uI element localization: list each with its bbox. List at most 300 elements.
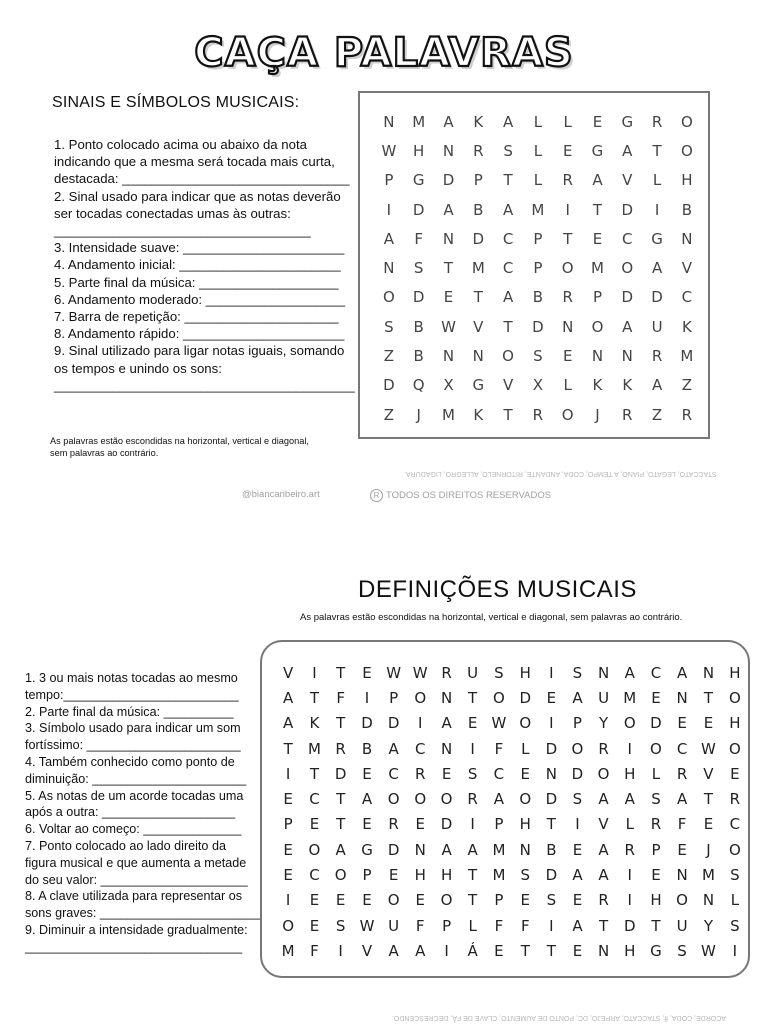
- grid-letter[interactable]: R: [681, 405, 693, 424]
- grid-letter[interactable]: E: [388, 866, 399, 885]
- grid-letter[interactable]: L: [652, 171, 662, 190]
- grid-letter[interactable]: O: [728, 688, 741, 707]
- grid-letter[interactable]: A: [622, 317, 633, 336]
- grid-letter[interactable]: E: [677, 714, 687, 733]
- grid-letter[interactable]: V: [502, 376, 514, 395]
- grid-letter[interactable]: I: [575, 815, 580, 834]
- grid-letter[interactable]: E: [592, 112, 603, 131]
- grid-letter[interactable]: F: [520, 916, 530, 935]
- grid-letter[interactable]: G: [621, 112, 634, 131]
- grid-letter[interactable]: E: [362, 663, 372, 682]
- grid-letter[interactable]: E: [441, 764, 452, 783]
- grid-letter[interactable]: C: [681, 288, 693, 307]
- grid-letter[interactable]: O: [387, 891, 400, 910]
- grid-letter[interactable]: O: [591, 317, 604, 336]
- grid-letter[interactable]: O: [440, 790, 453, 809]
- grid-letter[interactable]: A: [598, 840, 609, 859]
- grid-letter[interactable]: K: [592, 376, 603, 395]
- grid-letter[interactable]: B: [413, 317, 424, 336]
- grid-letter[interactable]: R: [650, 815, 662, 834]
- grid-letter[interactable]: D: [651, 288, 663, 307]
- grid-letter[interactable]: I: [470, 739, 475, 758]
- grid-letter[interactable]: F: [336, 688, 345, 707]
- grid-letter[interactable]: C: [729, 815, 741, 834]
- grid-letter[interactable]: D: [571, 764, 584, 783]
- grid-letter[interactable]: G: [591, 141, 604, 160]
- grid-letter[interactable]: H: [681, 171, 693, 190]
- grid-letter[interactable]: G: [361, 840, 373, 859]
- grid-letter[interactable]: Y: [703, 916, 714, 935]
- grid-letter[interactable]: I: [549, 663, 554, 682]
- grid-letter[interactable]: O: [680, 141, 693, 160]
- grid-letter[interactable]: A: [572, 866, 583, 885]
- grid-letter[interactable]: E: [443, 288, 454, 307]
- grid-letter[interactable]: I: [312, 663, 317, 682]
- grid-letter[interactable]: H: [729, 663, 741, 682]
- grid-letter[interactable]: N: [702, 663, 715, 682]
- grid-letter[interactable]: M: [471, 259, 485, 278]
- grid-letter[interactable]: D: [545, 790, 558, 809]
- grid-letter[interactable]: H: [440, 866, 453, 885]
- grid-letter[interactable]: Y: [598, 714, 609, 733]
- grid-letter[interactable]: I: [549, 714, 554, 733]
- grid-letter[interactable]: P: [384, 171, 394, 190]
- grid-letter[interactable]: D: [532, 317, 544, 336]
- grid-letter[interactable]: M: [492, 840, 506, 859]
- grid-letter[interactable]: B: [361, 739, 373, 758]
- grid-letter[interactable]: E: [562, 141, 573, 160]
- grid-letter[interactable]: O: [334, 866, 347, 885]
- grid-letter[interactable]: A: [383, 229, 395, 248]
- grid-letter[interactable]: J: [416, 405, 421, 424]
- grid-letter[interactable]: E: [703, 815, 714, 834]
- grid-letter[interactable]: Z: [383, 405, 395, 424]
- grid-letter[interactable]: A: [572, 688, 583, 707]
- grid-letter[interactable]: W: [441, 317, 456, 336]
- grid-letter[interactable]: E: [283, 840, 293, 859]
- grid-letter[interactable]: O: [676, 891, 688, 910]
- grid-letter[interactable]: H: [413, 141, 425, 160]
- grid-letter[interactable]: T: [598, 916, 609, 935]
- grid-letter[interactable]: R: [335, 739, 346, 758]
- grid-letter[interactable]: D: [519, 688, 532, 707]
- grid-letter[interactable]: O: [597, 764, 610, 783]
- grid-letter[interactable]: D: [472, 229, 485, 248]
- grid-letter[interactable]: Á: [467, 941, 478, 960]
- grid-letter[interactable]: M: [680, 347, 694, 366]
- grid-letter[interactable]: F: [677, 815, 687, 834]
- grid-letter[interactable]: A: [622, 141, 633, 160]
- grid-letter[interactable]: O: [382, 288, 395, 307]
- grid-letter[interactable]: E: [467, 714, 478, 733]
- grid-letter[interactable]: O: [561, 259, 574, 278]
- grid-letter[interactable]: Z: [681, 376, 692, 395]
- grid-letter[interactable]: E: [677, 840, 687, 859]
- grid-letter[interactable]: P: [592, 288, 602, 307]
- grid-letter[interactable]: O: [414, 688, 427, 707]
- grid-letter[interactable]: T: [546, 815, 556, 834]
- grid-letter[interactable]: A: [572, 916, 583, 935]
- grid-letter[interactable]: R: [562, 171, 573, 190]
- grid-letter[interactable]: P: [494, 891, 504, 910]
- grid-letter[interactable]: P: [473, 171, 483, 190]
- grid-letter[interactable]: E: [335, 891, 346, 910]
- grid-letter[interactable]: I: [444, 941, 449, 960]
- grid-letter[interactable]: D: [623, 916, 636, 935]
- grid-letter[interactable]: G: [472, 376, 485, 395]
- grid-letter[interactable]: C: [502, 229, 514, 248]
- grid-letter[interactable]: A: [335, 840, 346, 859]
- grid-letter[interactable]: M: [442, 405, 455, 424]
- grid-letter[interactable]: R: [622, 405, 633, 424]
- grid-letter[interactable]: P: [494, 815, 504, 834]
- grid-letter[interactable]: K: [681, 317, 692, 336]
- grid-letter[interactable]: A: [502, 200, 514, 219]
- grid-letter[interactable]: E: [362, 891, 372, 910]
- grid-letter[interactable]: H: [519, 815, 531, 834]
- grid-letter[interactable]: P: [572, 714, 582, 733]
- grid-letter[interactable]: C: [309, 790, 320, 809]
- grid-letter[interactable]: N: [545, 764, 557, 783]
- grid-letter[interactable]: I: [627, 866, 632, 885]
- grid-letter[interactable]: N: [442, 229, 455, 248]
- grid-letter[interactable]: I: [549, 916, 554, 935]
- grid-letter[interactable]: S: [413, 259, 424, 278]
- grid-letter[interactable]: F: [494, 916, 504, 935]
- grid-letter[interactable]: G: [650, 941, 662, 960]
- grid-letter[interactable]: P: [651, 840, 661, 859]
- grid-letter[interactable]: M: [307, 739, 321, 758]
- grid-letter[interactable]: H: [519, 663, 531, 682]
- grid-letter[interactable]: T: [336, 714, 346, 733]
- grid-letter[interactable]: T: [503, 171, 513, 190]
- grid-letter[interactable]: C: [650, 663, 662, 682]
- grid-letter[interactable]: S: [572, 790, 583, 809]
- grid-letter[interactable]: T: [283, 739, 293, 758]
- grid-letter[interactable]: F: [310, 941, 319, 960]
- grid-letter[interactable]: O: [561, 405, 574, 424]
- grid-letter[interactable]: T: [336, 663, 346, 682]
- grid-letter[interactable]: U: [467, 663, 479, 682]
- grid-letter[interactable]: P: [283, 815, 293, 834]
- grid-letter[interactable]: O: [621, 259, 634, 278]
- grid-letter[interactable]: N: [414, 840, 426, 859]
- grid-letter[interactable]: T: [546, 941, 556, 960]
- grid-letter[interactable]: Z: [651, 405, 663, 424]
- grid-letter[interactable]: A: [441, 714, 452, 733]
- grid-letter[interactable]: B: [546, 840, 557, 859]
- grid-letter[interactable]: Z: [383, 347, 395, 366]
- grid-letter[interactable]: V: [598, 815, 609, 834]
- grid-letter[interactable]: S: [467, 764, 478, 783]
- grid-letter[interactable]: N: [383, 112, 395, 131]
- grid-letter[interactable]: B: [473, 200, 484, 219]
- grid-letter[interactable]: M: [623, 688, 637, 707]
- grid-letter[interactable]: A: [283, 688, 294, 707]
- grid-letter[interactable]: A: [415, 941, 426, 960]
- grid-letter[interactable]: E: [494, 941, 504, 960]
- grid-letter[interactable]: S: [651, 790, 661, 809]
- grid-letter[interactable]: I: [418, 714, 423, 733]
- grid-letter[interactable]: R: [676, 764, 688, 783]
- grid-letter[interactable]: D: [442, 171, 455, 190]
- grid-letter[interactable]: U: [388, 916, 400, 935]
- grid-letter[interactable]: R: [598, 891, 609, 910]
- grid-letter[interactable]: S: [520, 866, 531, 885]
- grid-letter[interactable]: O: [502, 347, 514, 366]
- grid-letter[interactable]: M: [531, 200, 545, 219]
- grid-letter[interactable]: I: [338, 941, 343, 960]
- grid-letter[interactable]: B: [413, 347, 424, 366]
- grid-letter[interactable]: I: [285, 764, 291, 783]
- grid-letter[interactable]: N: [591, 347, 604, 366]
- grid-letter[interactable]: A: [651, 376, 663, 395]
- grid-letter[interactable]: E: [362, 815, 372, 834]
- grid-letter[interactable]: O: [519, 714, 532, 733]
- grid-letter[interactable]: G: [412, 171, 425, 190]
- grid-letter[interactable]: T: [520, 941, 530, 960]
- grid-letter[interactable]: F: [494, 739, 504, 758]
- grid-letter[interactable]: H: [414, 866, 426, 885]
- grid-letter[interactable]: I: [732, 941, 738, 960]
- grid-letter[interactable]: H: [729, 714, 741, 733]
- grid-letter[interactable]: P: [533, 229, 543, 248]
- grid-letter[interactable]: P: [533, 259, 543, 278]
- grid-letter[interactable]: S: [730, 866, 740, 885]
- grid-letter[interactable]: D: [545, 739, 558, 758]
- grid-letter[interactable]: I: [627, 891, 632, 910]
- grid-letter[interactable]: J: [706, 840, 711, 859]
- grid-letter[interactable]: E: [520, 891, 531, 910]
- grid-letter[interactable]: N: [562, 317, 574, 336]
- grid-letter[interactable]: L: [625, 815, 634, 834]
- grid-letter[interactable]: J: [595, 405, 600, 424]
- grid-letter[interactable]: V: [473, 317, 484, 336]
- grid-letter[interactable]: S: [494, 663, 504, 682]
- grid-letter[interactable]: R: [651, 112, 663, 131]
- grid-letter[interactable]: T: [468, 688, 478, 707]
- grid-letter[interactable]: V: [283, 663, 294, 682]
- grid-letter[interactable]: E: [283, 866, 293, 885]
- grid-letter[interactable]: E: [572, 840, 583, 859]
- grid-letter[interactable]: F: [415, 916, 425, 935]
- grid-letter[interactable]: E: [309, 916, 320, 935]
- grid-letter[interactable]: E: [362, 764, 372, 783]
- grid-letter[interactable]: K: [309, 714, 320, 733]
- grid-letter[interactable]: N: [621, 347, 633, 366]
- grid-letter[interactable]: W: [381, 141, 397, 160]
- grid-letter[interactable]: N: [676, 866, 688, 885]
- grid-letter[interactable]: T: [563, 229, 573, 248]
- grid-letter[interactable]: I: [386, 200, 392, 219]
- grid-letter[interactable]: R: [651, 347, 663, 366]
- grid-letter[interactable]: E: [651, 688, 661, 707]
- grid-letter[interactable]: R: [441, 663, 452, 682]
- grid-letter[interactable]: L: [533, 171, 543, 190]
- grid-letter[interactable]: T: [651, 916, 661, 935]
- grid-letter[interactable]: V: [681, 259, 692, 278]
- grid-letter[interactable]: T: [336, 790, 346, 809]
- grid-letter[interactable]: A: [443, 200, 454, 219]
- grid-letter[interactable]: D: [383, 376, 395, 395]
- grid-letter[interactable]: I: [470, 815, 475, 834]
- grid-letter[interactable]: E: [562, 347, 573, 366]
- grid-letter[interactable]: B: [532, 288, 544, 307]
- grid-letter[interactable]: T: [336, 815, 346, 834]
- grid-letter[interactable]: E: [546, 688, 557, 707]
- grid-letter[interactable]: L: [730, 891, 740, 910]
- grid-letter[interactable]: O: [282, 916, 295, 935]
- grid-letter[interactable]: D: [621, 288, 634, 307]
- grid-letter[interactable]: T: [309, 688, 320, 707]
- grid-letter[interactable]: A: [502, 288, 514, 307]
- grid-letter[interactable]: W: [386, 663, 402, 682]
- grid-letter[interactable]: A: [388, 739, 399, 758]
- grid-letter[interactable]: D: [387, 840, 400, 859]
- grid-letter[interactable]: W: [701, 941, 716, 960]
- grid-letter[interactable]: D: [440, 815, 453, 834]
- grid-letter[interactable]: D: [412, 288, 425, 307]
- grid-letter[interactable]: E: [415, 891, 425, 910]
- grid-letter[interactable]: S: [503, 141, 513, 160]
- grid-letter[interactable]: D: [545, 866, 558, 885]
- grid-letter[interactable]: R: [388, 815, 399, 834]
- grid-letter[interactable]: C: [622, 229, 633, 248]
- grid-letter[interactable]: A: [283, 714, 294, 733]
- grid-letter[interactable]: O: [493, 688, 505, 707]
- grid-letter[interactable]: E: [283, 790, 293, 809]
- grid-letter[interactable]: A: [502, 112, 514, 131]
- grid-letter[interactable]: R: [562, 288, 573, 307]
- grid-letter[interactable]: M: [412, 112, 426, 131]
- grid-letter[interactable]: I: [565, 200, 570, 219]
- grid-letter[interactable]: U: [598, 688, 610, 707]
- grid-letter[interactable]: E: [703, 714, 714, 733]
- grid-letter[interactable]: N: [440, 688, 453, 707]
- grid-letter[interactable]: O: [623, 714, 636, 733]
- grid-letter[interactable]: A: [624, 663, 635, 682]
- grid-letter[interactable]: O: [728, 739, 741, 758]
- grid-letter[interactable]: E: [309, 891, 320, 910]
- grid-letter[interactable]: O: [414, 790, 427, 809]
- grid-letter[interactable]: X: [443, 376, 454, 395]
- grid-letter[interactable]: H: [624, 764, 636, 783]
- grid-letter[interactable]: T: [592, 200, 603, 219]
- grid-letter[interactable]: N: [519, 840, 531, 859]
- grid-letter[interactable]: S: [335, 916, 346, 935]
- grid-letter[interactable]: A: [361, 790, 373, 809]
- grid-letter[interactable]: U: [651, 317, 663, 336]
- grid-letter[interactable]: L: [563, 376, 572, 395]
- grid-letter[interactable]: L: [533, 141, 543, 160]
- grid-letter[interactable]: A: [388, 941, 399, 960]
- grid-letter[interactable]: E: [592, 229, 603, 248]
- grid-letter[interactable]: Q: [412, 376, 425, 395]
- grid-letter[interactable]: H: [624, 941, 636, 960]
- grid-letter[interactable]: A: [467, 840, 478, 859]
- grid-letter[interactable]: E: [309, 815, 320, 834]
- grid-letter[interactable]: V: [703, 764, 714, 783]
- grid-letter[interactable]: A: [676, 790, 688, 809]
- grid-letter[interactable]: O: [440, 891, 453, 910]
- grid-letter[interactable]: E: [730, 764, 740, 783]
- grid-letter[interactable]: E: [572, 891, 583, 910]
- grid-letter[interactable]: O: [650, 739, 662, 758]
- grid-letter[interactable]: I: [627, 739, 632, 758]
- grid-letter[interactable]: V: [622, 171, 633, 190]
- grid-letter[interactable]: C: [502, 259, 514, 278]
- grid-letter[interactable]: A: [676, 663, 688, 682]
- grid-letter[interactable]: A: [651, 259, 663, 278]
- grid-letter[interactable]: D: [621, 200, 634, 219]
- grid-letter[interactable]: W: [412, 663, 428, 682]
- grid-letter[interactable]: C: [493, 764, 505, 783]
- grid-letter[interactable]: S: [572, 663, 583, 682]
- grid-letter[interactable]: C: [388, 764, 399, 783]
- grid-letter[interactable]: N: [383, 259, 395, 278]
- grid-letter[interactable]: R: [532, 405, 544, 424]
- grid-letter[interactable]: A: [624, 790, 635, 809]
- grid-letter[interactable]: D: [334, 764, 347, 783]
- grid-letter[interactable]: T: [652, 141, 662, 160]
- grid-letter[interactable]: N: [597, 941, 610, 960]
- grid-letter[interactable]: T: [443, 259, 454, 278]
- grid-letter[interactable]: T: [468, 866, 478, 885]
- grid-letter[interactable]: L: [563, 112, 572, 131]
- grid-letter[interactable]: T: [703, 688, 714, 707]
- grid-letter[interactable]: L: [651, 764, 661, 783]
- grid-letter[interactable]: O: [308, 840, 321, 859]
- grid-letter[interactable]: N: [442, 141, 455, 160]
- grid-letter[interactable]: C: [676, 739, 688, 758]
- grid-letter[interactable]: M: [701, 866, 715, 885]
- grid-letter[interactable]: T: [503, 317, 513, 336]
- grid-letter[interactable]: R: [467, 790, 478, 809]
- grid-letter[interactable]: F: [414, 229, 424, 248]
- grid-letter[interactable]: W: [491, 714, 507, 733]
- grid-letter[interactable]: M: [281, 941, 295, 960]
- grid-letter[interactable]: N: [702, 891, 715, 910]
- grid-letter[interactable]: N: [681, 229, 693, 248]
- grid-letter[interactable]: O: [519, 790, 532, 809]
- grid-letter[interactable]: C: [309, 866, 320, 885]
- grid-letter[interactable]: D: [412, 200, 425, 219]
- grid-letter[interactable]: D: [387, 714, 400, 733]
- grid-letter[interactable]: R: [415, 764, 426, 783]
- grid-letter[interactable]: A: [443, 112, 454, 131]
- grid-letter[interactable]: P: [389, 688, 399, 707]
- grid-letter[interactable]: L: [468, 916, 477, 935]
- grid-letter[interactable]: S: [533, 347, 543, 366]
- grid-letter[interactable]: T: [703, 790, 714, 809]
- grid-letter[interactable]: C: [414, 739, 426, 758]
- grid-letter[interactable]: N: [442, 347, 455, 366]
- grid-letter[interactable]: W: [359, 916, 375, 935]
- grid-letter[interactable]: W: [701, 739, 716, 758]
- grid-letter[interactable]: V: [361, 941, 373, 960]
- grid-letter[interactable]: T: [468, 891, 478, 910]
- grid-letter[interactable]: R: [473, 141, 484, 160]
- grid-letter[interactable]: D: [361, 714, 373, 733]
- grid-letter[interactable]: B: [681, 200, 693, 219]
- grid-letter[interactable]: T: [309, 764, 320, 783]
- grid-letter[interactable]: S: [546, 891, 557, 910]
- grid-letter[interactable]: A: [493, 790, 505, 809]
- grid-letter[interactable]: P: [362, 866, 372, 885]
- grid-letter[interactable]: G: [651, 229, 663, 248]
- grid-letter[interactable]: K: [473, 112, 484, 131]
- grid-letter[interactable]: R: [624, 840, 635, 859]
